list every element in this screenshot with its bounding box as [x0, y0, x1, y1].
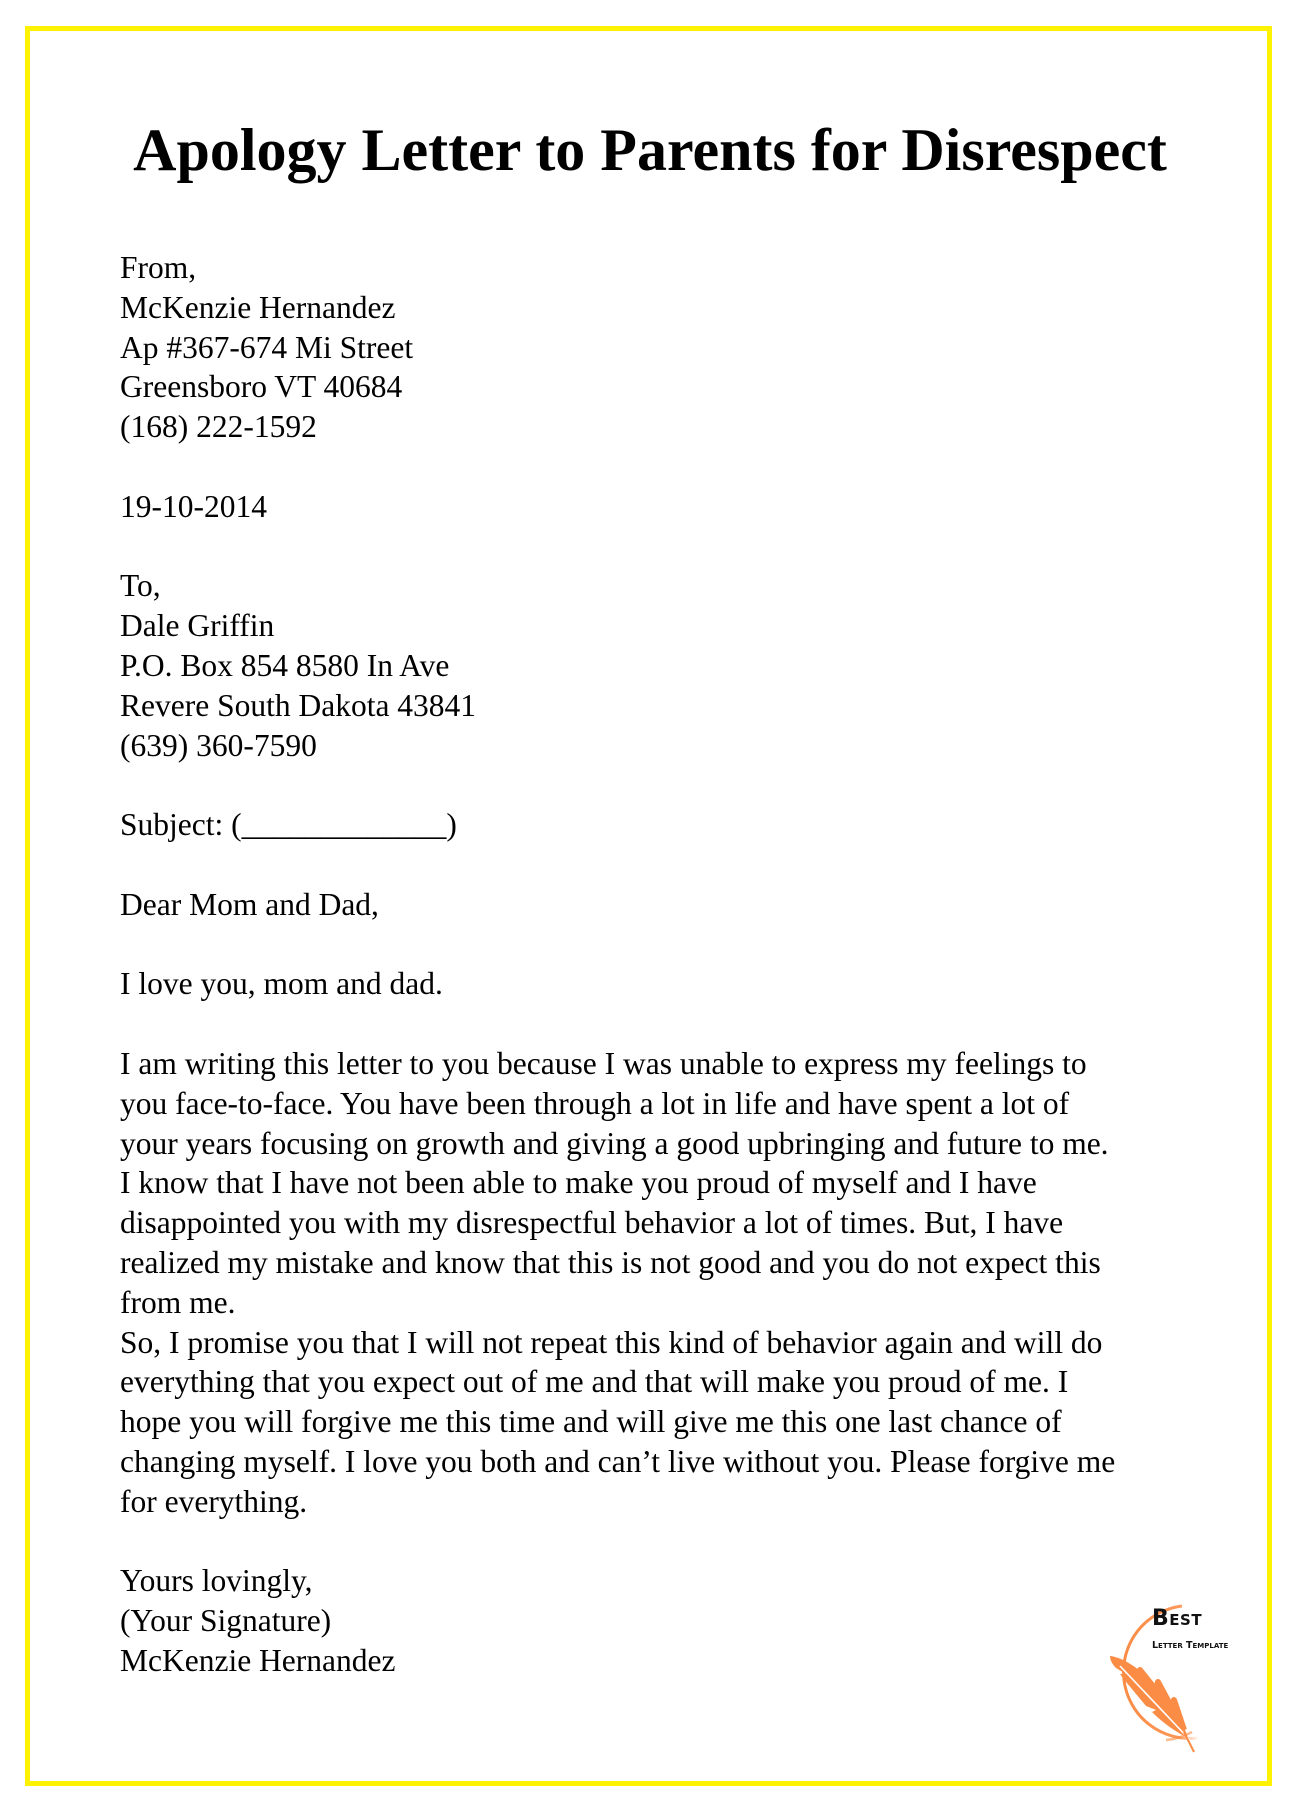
- spacer: [120, 527, 1115, 567]
- recipient-name: Dale Griffin: [120, 608, 275, 644]
- spacer: [120, 1004, 1115, 1044]
- from-label: From,: [120, 250, 197, 285]
- paragraph-line: I am writing this letter to you because I was unable to express my feelings to: [120, 1045, 1087, 1081]
- paragraph-line: disappointed you with my disrespectful behavior a lot of times. But, I have: [120, 1205, 1064, 1241]
- body-paragraph-1: [120, 1044, 1115, 1323]
- paragraph-line: from me.: [120, 1284, 236, 1320]
- sender-address-line2: Greensboro VT 40684: [120, 369, 403, 405]
- recipient-phone: (639) 360-7590: [120, 727, 317, 763]
- paragraph-line: your years focusing on growth and giving a good upbringing and future to me.: [120, 1125, 1109, 1161]
- paragraph-line: everything that you expect out of me and that will make you proud of me. I: [120, 1364, 1069, 1400]
- letter-date: 19-10-2014: [120, 488, 267, 524]
- paragraph-line: changing myself. I love you both and can’t live without you. Please forgive me: [120, 1443, 1116, 1479]
- body-paragraph-2: [120, 1323, 1115, 1522]
- letter-title: Apology Letter to Parents for Disrespect: [133, 117, 1167, 183]
- logo-word: Best: [1152, 1606, 1203, 1631]
- recipient-block: [120, 566, 1115, 765]
- spacer: [120, 1522, 1115, 1562]
- paragraph-line: I know that I have not been able to make you proud of myself and I have: [120, 1165, 1037, 1201]
- signer-name: McKenzie Hernandez: [120, 1642, 396, 1678]
- sender-address-line1: Ap #367-674 Mi Street: [120, 329, 414, 365]
- signature-placeholder: (Your Signature): [120, 1603, 332, 1639]
- closing: Yours lovingly,: [120, 1563, 313, 1599]
- sender-phone: (168) 222-1592: [120, 409, 317, 445]
- sender-block: [120, 248, 1115, 447]
- recipient-address-line1: P.O. Box 854 8580 In Ave: [120, 647, 450, 683]
- closing-block: [120, 1561, 1115, 1680]
- greeting: Dear Mom and Dad,: [120, 886, 379, 922]
- paragraph-line: hope you will forgive me this time and will give me this one last chance of: [120, 1404, 1062, 1440]
- recipient-address-line2: Revere South Dakota 43841: [120, 687, 477, 723]
- logo-tagline: Letter Template: [1152, 1640, 1229, 1651]
- paragraph-line: for everything.: [120, 1483, 308, 1519]
- spacer: [120, 845, 1115, 885]
- spacer: [120, 447, 1115, 487]
- paragraph-line: you face-to-face. You have been through a lot in life and have spent a lot of: [120, 1085, 1070, 1121]
- paragraph-line: So, I promise you that I will not repeat this kind of behavior again and will do: [120, 1324, 1103, 1360]
- paragraph-line: realized my mistake and know that this is not good and you do not expect this: [120, 1244, 1101, 1280]
- brand-logo: [1070, 1590, 1260, 1770]
- spacer: [120, 925, 1115, 965]
- sender-name: McKenzie Hernandez: [120, 289, 396, 325]
- spacer: [120, 765, 1115, 805]
- opening-line: I love you, mom and dad.: [120, 966, 443, 1002]
- subject-line: Subject: (_____________): [120, 807, 457, 843]
- letter-body: [120, 248, 1115, 1681]
- to-label: To,: [120, 568, 161, 604]
